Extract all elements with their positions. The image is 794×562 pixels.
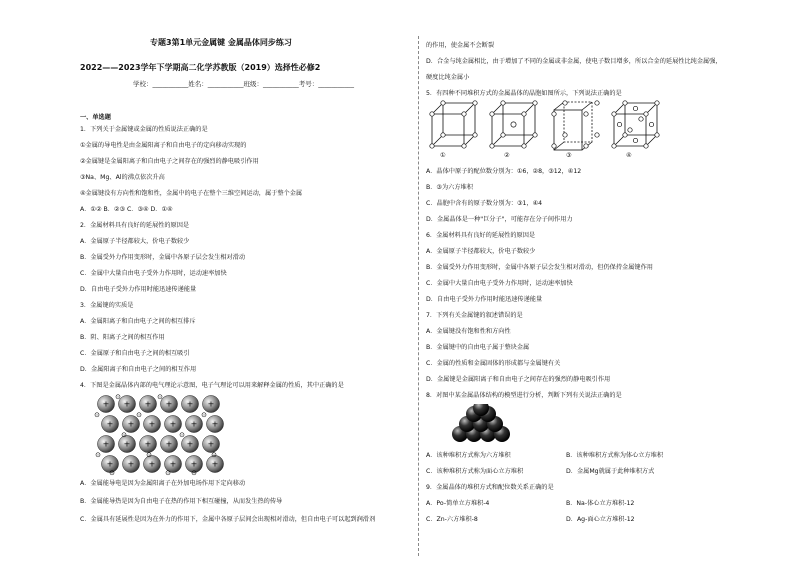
q7-option-c: C．金属的性质和金属固体的形成都与金属键有关: [426, 360, 561, 367]
cube-label-4: ④: [626, 152, 632, 159]
svg-text:+: +: [127, 419, 135, 429]
section-heading: 一、单选题: [80, 114, 111, 121]
metal-ion: [144, 416, 161, 433]
close-packed-spheres-diagram: [450, 404, 512, 446]
svg-text:+: +: [186, 399, 194, 409]
metal-ion: [203, 396, 220, 413]
svg-text:+: +: [106, 459, 114, 469]
student-info-line: 学校：___________姓名：___________班级：___________考号：___________: [133, 80, 354, 88]
free-electron: ⊙: [136, 411, 142, 419]
q8-option-d: D．金属Mg就属于此种堆积方式: [566, 468, 655, 475]
q2-option-c: C．金属中大量自由电子受外力作用时，运动速率加快: [80, 270, 227, 277]
q1-item-3: ③Na、Mg、Al的沸点依次升高: [80, 174, 165, 181]
free-electron: ⊙: [211, 451, 217, 459]
q9-option-b: B．Na-体心立方堆积-12: [566, 500, 635, 507]
metal-ion: [140, 436, 157, 453]
q6-stem: 6．金属材料具有良好的延展性的原因是: [426, 232, 536, 239]
q9-stem: 9．金属晶体的堆积方式和配位数关系正确的是: [426, 484, 554, 491]
metal-ion: [161, 436, 178, 453]
q7-option-b: B．金属键中的自由电子属于整块金属: [426, 344, 530, 351]
q5-option-c: C．晶胞中含有的原子数分别为：③1，④4: [426, 200, 543, 207]
metal-ion: [186, 416, 203, 433]
q1-item-4: ④金属键没有方向性和饱和性，金属中的电子在整个三维空间运动，属于整个金属: [80, 190, 303, 197]
metal-ion: [207, 416, 224, 433]
q9-option-a: A．Po-简单立方堆积-4: [426, 500, 490, 507]
q7-option-d: D．金属键是金属阳离子和自由电子之间存在的强烈的静电吸引作用: [426, 376, 611, 383]
q9-option-c: C．Zn-六方堆积-8: [426, 516, 478, 523]
svg-text:+: +: [148, 459, 156, 469]
svg-text:+: +: [190, 459, 198, 469]
svg-text:+: +: [186, 439, 194, 449]
unit-cell-1: [430, 101, 477, 148]
q6-option-b: B．金属受外力作用变形时，金属中各原子层会发生相对滑动，但仍保持金属键作用: [426, 264, 653, 271]
cube-label-2: ②: [504, 152, 510, 159]
metal-ion: [182, 396, 199, 413]
svg-text:+: +: [190, 419, 198, 429]
q1-item-2: ②金属键是金属阳离子和自由电子之间存在的强烈的静电吸引作用: [80, 158, 259, 165]
q3-option-c: C．金属原子和自由电子之间的相互吸引: [80, 350, 190, 357]
q4-option-c-cont: 的作用，使金属不会断裂: [426, 42, 495, 49]
q8-stem: 8．对图中某金属晶体结构的模型进行分析，判断下列有关说法正确的是: [426, 392, 622, 399]
cube-label-1: ①: [440, 152, 446, 159]
q5-option-d: D．金属晶体是一种"巨分子"，可能存在分子间作用力: [426, 216, 573, 223]
metal-ion: [98, 436, 115, 453]
q5-option-a: A．晶体中原子的配位数分别为：①6，②8，③12，④12: [426, 168, 582, 175]
q7-stem: 7．下列有关金属键的叙述错误的是: [426, 312, 523, 319]
free-electron: ⊙: [191, 469, 197, 476]
q3-option-b: B．阴、阳离子之间的相互作用: [80, 334, 165, 341]
q6-option-c: C．金属中大量自由电子受外力作用时，运动速率加快: [426, 280, 573, 287]
q1-item-1: ①金属的导电性是由金属阳离子和自由电子的定向移动实现的: [80, 142, 247, 149]
svg-text:+: +: [169, 419, 177, 429]
metal-ion: [161, 396, 178, 413]
free-electron: ⊙: [109, 469, 115, 476]
svg-text:+: +: [211, 419, 219, 429]
metal-ion: [123, 456, 140, 473]
page-subtitle: 2022——2023学年下学期高二化学苏教版（2019）选择性必修2: [80, 63, 321, 72]
svg-text:+: +: [148, 419, 156, 429]
column-divider: [418, 36, 419, 556]
svg-text:+: +: [106, 419, 114, 429]
q2-option-a: A．金属原子半径都较大，价电子数较少: [80, 238, 190, 245]
svg-text:+: +: [211, 459, 219, 469]
svg-text:+: +: [207, 399, 215, 409]
svg-text:+: +: [102, 439, 110, 449]
svg-text:+: +: [102, 399, 110, 409]
q3-stem: 3．金属键的实质是: [80, 302, 134, 309]
unit-cell-3: [552, 101, 599, 150]
svg-text:+: +: [207, 439, 215, 449]
q8-option-b: B．该种堆积方式称为体心立方堆积: [566, 452, 664, 459]
svg-text:+: +: [144, 399, 152, 409]
metal-ion: [165, 416, 182, 433]
free-electron: ⊙: [121, 431, 127, 439]
q3-option-d: D．金属阳离子和自由电子之间的相互作用: [80, 366, 197, 373]
free-electron: ⊙: [95, 451, 101, 459]
cube-label-3: ③: [566, 152, 572, 159]
metal-ion: [203, 436, 220, 453]
q4-option-d-cont: 硬度比纯金属小: [426, 74, 470, 81]
q5-option-b: B．③为六方堆积: [426, 184, 473, 191]
free-electron: ⊙: [115, 394, 121, 401]
svg-text:+: +: [144, 439, 152, 449]
q8-option-c: C．该种堆积方式称为面心立方堆积: [426, 468, 524, 475]
free-electron: ⊙: [165, 469, 171, 476]
metal-ion: [119, 396, 136, 413]
unit-cell-2: [490, 101, 537, 148]
q2-stem: 2．金属材料具有良好的延展性的原因是: [80, 222, 190, 229]
q4-option-c: C．金属具有延展性是因为在外力的作用下，金属中各原子层间会出现相对滑动，但自由电子可以起到润滑剂: [80, 516, 376, 523]
metal-ion: [102, 416, 119, 433]
electron-gas-diagram: [94, 394, 226, 476]
unit-cell-4: [612, 101, 659, 148]
free-electron: ⊙: [179, 431, 185, 439]
q4-stem: 4．下图是金属晶体内部的电气理论示意图，电子气理论可以用来解释金属的性质，其中正确的是: [80, 382, 344, 389]
q9-option-d: D．Ag-面心立方堆积-12: [566, 516, 635, 523]
q3-option-a: A．金属阳离子和自由电子之间的相互排斥: [80, 318, 196, 325]
q7-option-a: A．金属键没有饱和性和方向性: [426, 328, 511, 335]
q4-option-a: A．金属能导电是因为金属阳离子在外加电场作用下定向移动: [80, 480, 246, 487]
svg-text:+: +: [123, 439, 131, 449]
free-electron: ⊙: [94, 411, 100, 419]
q8-option-a: A．该种堆积方式称为六方堆积: [426, 452, 511, 459]
q1-stem: 1．下列关于金属键或金属的性质说法正确的是: [80, 126, 208, 133]
q6-option-a: A．金属原子半径都较大，价电子数较少: [426, 248, 536, 255]
svg-text:+: +: [165, 439, 173, 449]
metal-ion: [98, 396, 115, 413]
q6-option-d: D．自由电子受外力作用时能迅速传递能量: [426, 296, 543, 303]
free-electron: ⊙: [146, 451, 152, 459]
svg-text:+: +: [123, 399, 131, 409]
q2-option-d: D．自由电子受外力作用时能迅速传递能量: [80, 286, 197, 293]
free-electron: ⊙: [201, 411, 207, 419]
page-title: 专题3第1单元金属键 金属晶体同步练习: [150, 38, 292, 47]
q1-options: A．①② B．②③ C．③④ D．①④: [80, 206, 173, 213]
free-electron: ⊙: [157, 394, 163, 401]
q2-option-b: B．金属受外力作用变形时，金属中各原子层会发生相对滑动: [80, 254, 246, 261]
svg-text:+: +: [165, 399, 173, 409]
q4-option-d: D．合金与纯金属相比，由于增加了不同的金属或非金属，使电子数目增多，所以合金的延展性比纯金属强，: [426, 58, 722, 65]
q5-stem: 5．有四种不同堆积方式的金属晶体的晶胞如图所示，下列说法正确的是: [426, 90, 622, 97]
metal-ion: [140, 396, 157, 413]
svg-text:+: +: [127, 459, 135, 469]
q4-option-b: B．金属能导热是因为自由电子在热的作用下相互碰撞，从而发生热的传导: [80, 498, 283, 505]
svg-text:+: +: [169, 459, 177, 469]
